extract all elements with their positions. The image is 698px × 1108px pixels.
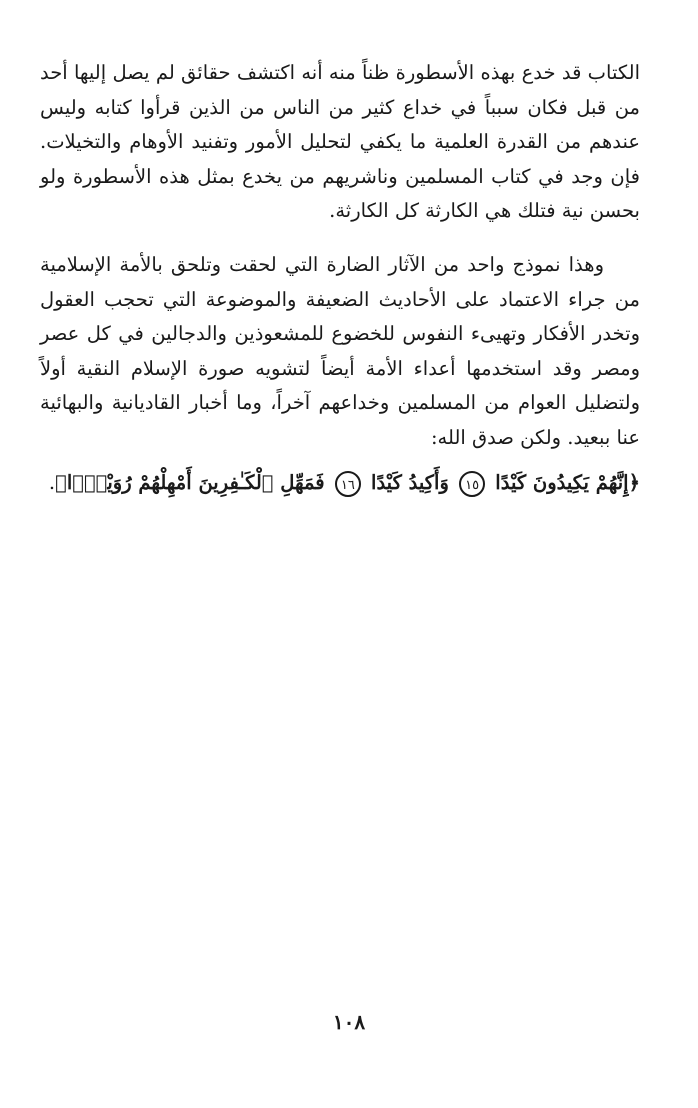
ornate-open-bracket: ﴿	[628, 471, 640, 494]
ayah-number-marker-2: ١٦	[335, 471, 361, 497]
verse-part-1: إِنَّهُمْ يَكِيدُونَ كَيْدًا	[495, 471, 629, 494]
verse-part-2: وَأَكِيدُ كَيْدًا	[371, 471, 449, 494]
ornate-close-bracket: ﴾	[55, 471, 67, 494]
paragraph-2: وهذا نموذج واحد من الآثار الضارة التي لحقت وتلحق بالأمة الإسلامية من جراء الاعتماد على الأحاديث الضعيفة والموضوعة التي تحجب العقول وتخدر الأفكار وتهيىء النفوس للخضوع للمشعوذين والدجالين في كل عصر ومصر وقد استخدمها أعداء الأمة أيضاً لتشويه صورة الإسلام النقية أولاً ولتضليل العوام من المسلمين وخداعهم آخراً، وما أخبار القاديانية والبهائية عنا ببعيد. ولكن صدق الله:	[40, 253, 640, 449]
page-number: ١٠٨	[332, 1010, 366, 1034]
verse-trailing-period: .	[48, 471, 56, 494]
quran-verse	[40, 466, 640, 501]
verse-part-3: فَمَهِّلِ ٱلْكَـٰفِرِينَ أَمْهِلْهُمْ رُوَيْدًۢا	[66, 471, 325, 494]
paragraph-1: الكتاب قد خدع بهذه الأسطورة ظناً منه أنه اكتشف حقائق لم يصل إليها أحد من قبل فكان سبباً في خداع كثير من الناس من الذين قرأوا كتابه وليس عندهم من القدرة العلمية ما يكفي لتحليل الأمور وتفنيد الأوهام والتخيلات. فإن وجد في كتاب المسلمين وناشريهم من يخدع بمثل هذه الأسطورة ولو بحسن نية فتلك هي الكارثة كل الكارثة.	[40, 61, 640, 222]
ayah-number-marker-1: ١٥	[459, 471, 485, 497]
